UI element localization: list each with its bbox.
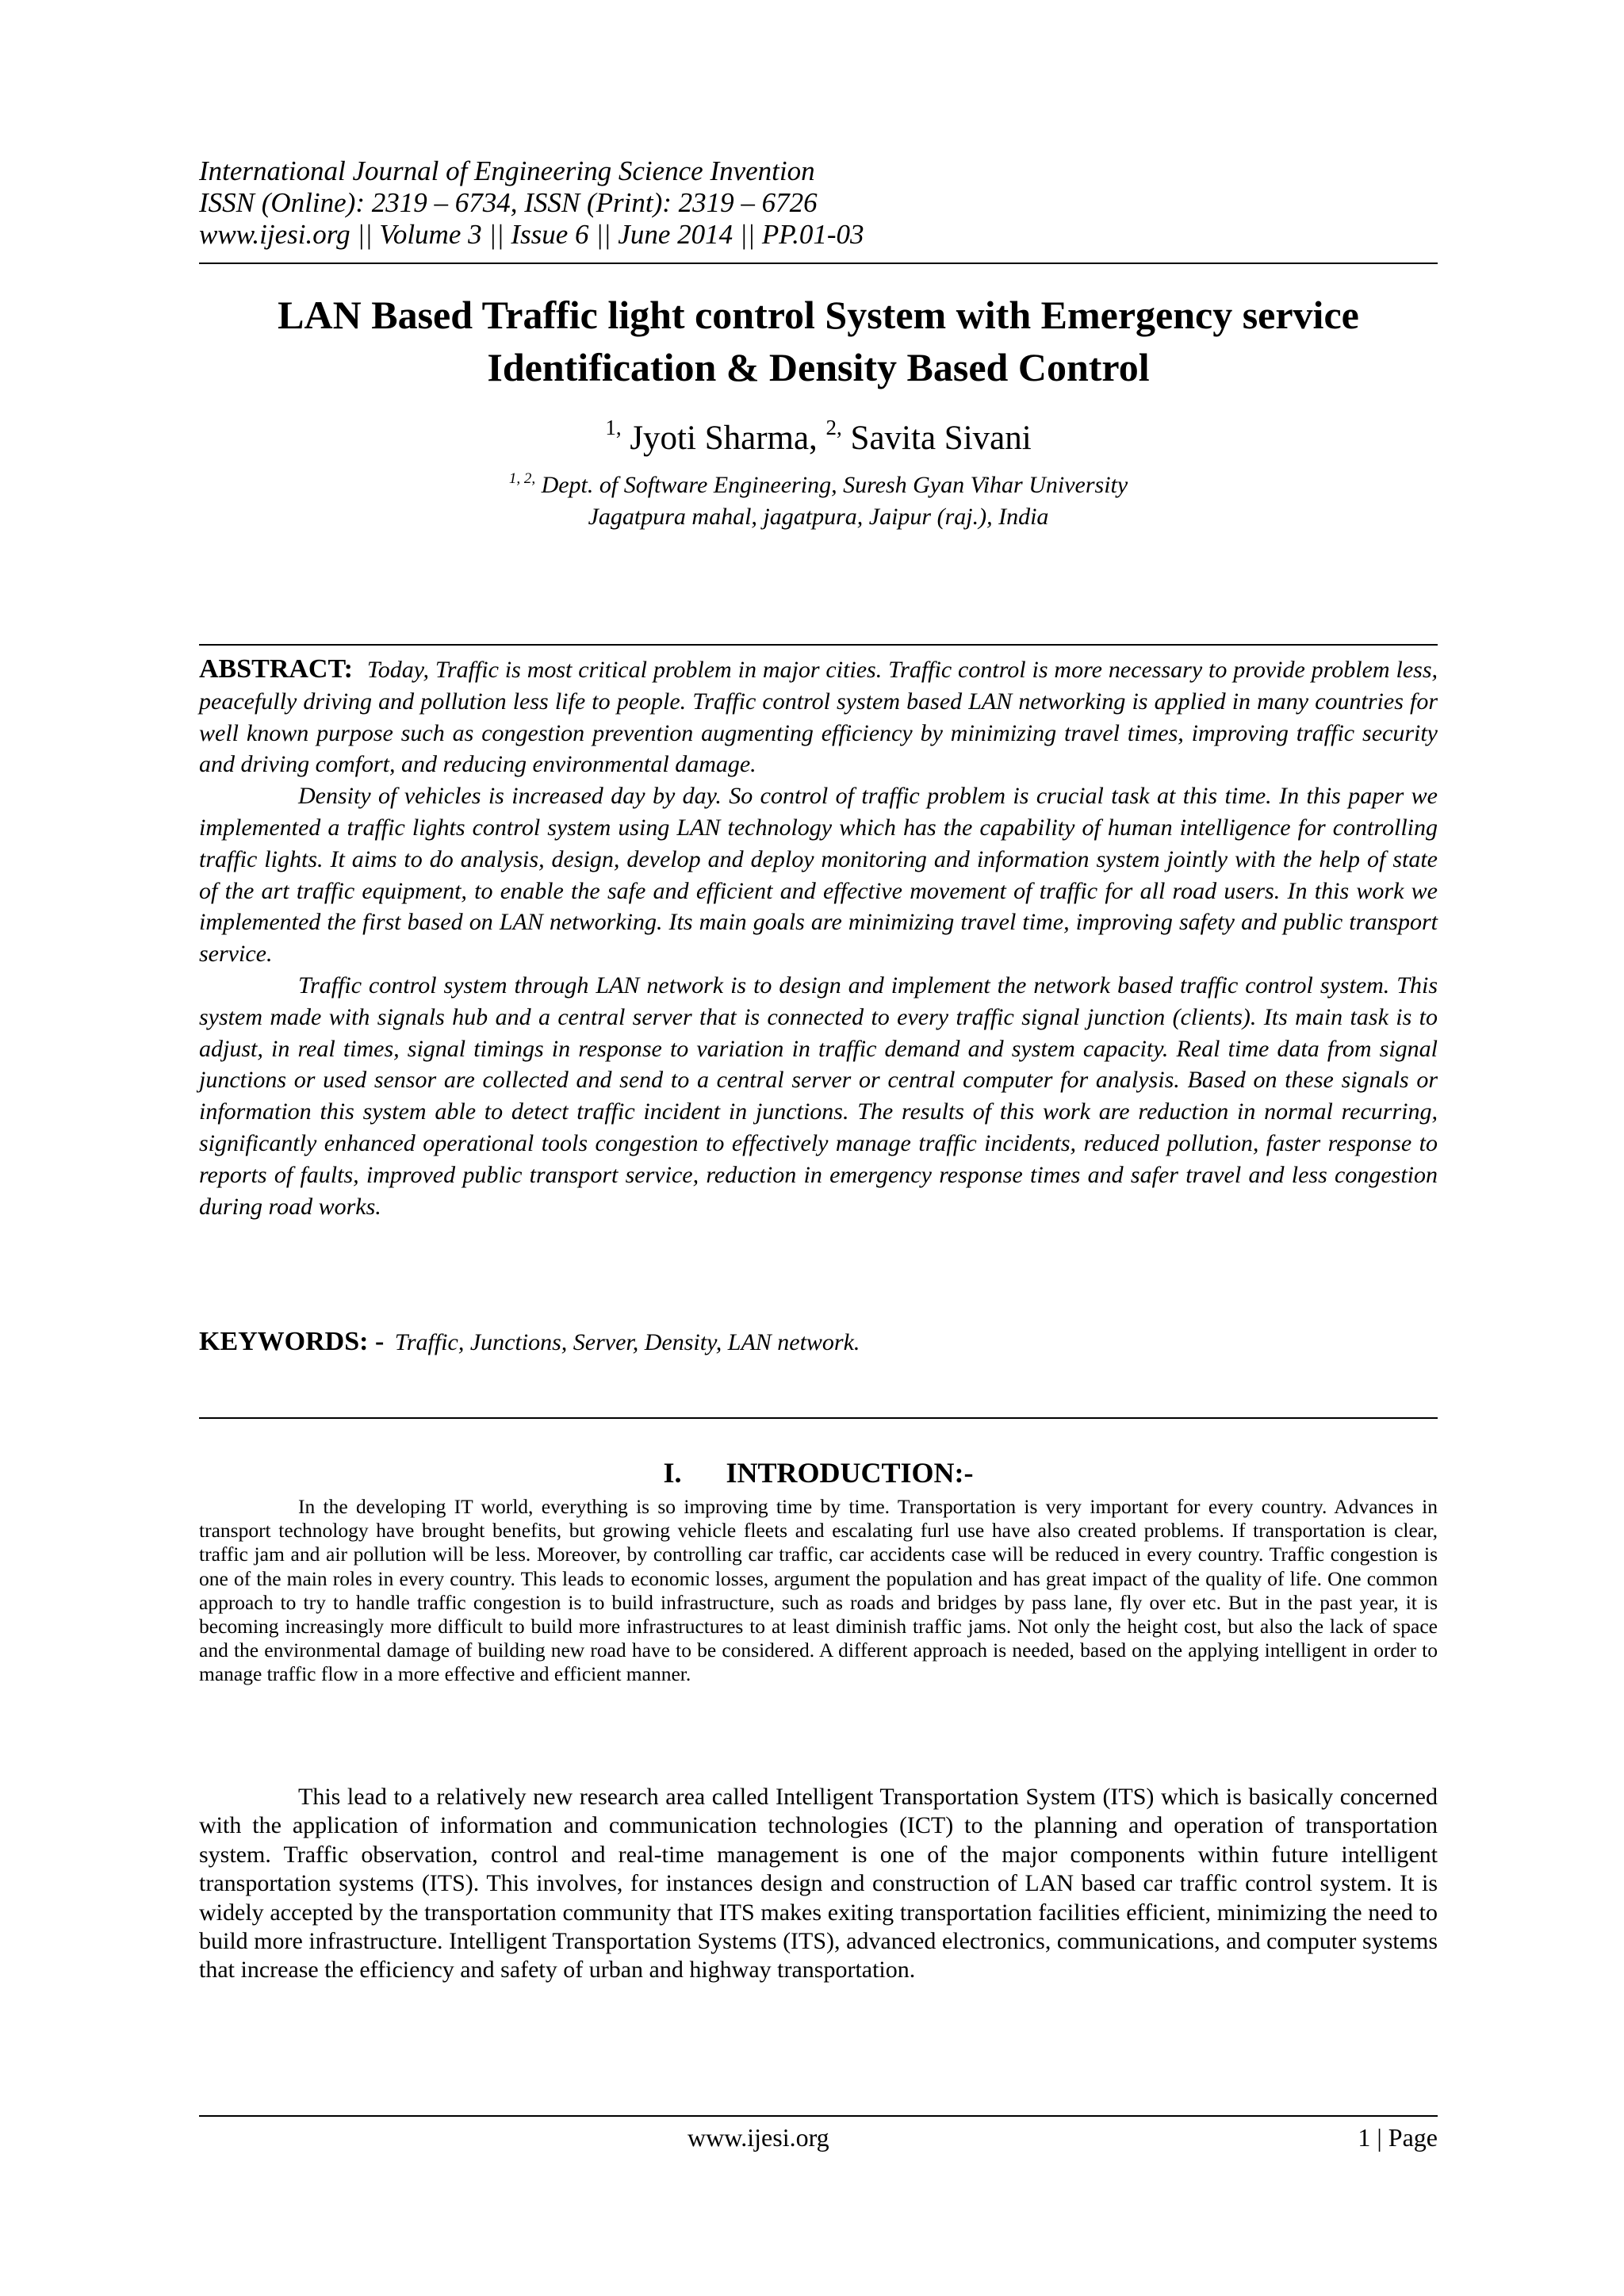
section-title: INTRODUCTION:- bbox=[726, 1457, 974, 1489]
journal-volume: www.ijesi.org || Volume 3 || Issue 6 || June 2014 || PP.01-03 bbox=[199, 219, 864, 250]
journal-header bbox=[199, 155, 1438, 251]
abstract-label: ABSTRACT: bbox=[199, 654, 353, 684]
abstract-bottom-rule bbox=[199, 1417, 1438, 1419]
abstract-paragraph-2: Density of vehicles is increased day by day. So control of traffic problem is crucial task at this time. In this paper we implemented a traffic lights control system using LAN technology which has the capability of human intelligence for controlling traffic lights. It aims to do analysis, design, develop and deploy monitoring and information system jointly with the help of state of the art traffic equipment, to enable the safe and efficient and effective movement of traffic for all road users. In this work we implemented the first based on LAN networking. Its main goals are minimizing travel time, improving safety and public transport service. bbox=[199, 783, 1438, 968]
affiliation-superscript: 1, 2, bbox=[508, 470, 536, 487]
journal-name: International Journal of Engineering Science Invention bbox=[199, 155, 815, 186]
paper-title bbox=[199, 289, 1438, 393]
footer-url: www.ijesi.org bbox=[688, 2123, 829, 2152]
keywords-text: Traffic, Junctions, Server, Density, LAN network. bbox=[394, 1329, 860, 1355]
abstract-top-rule bbox=[199, 644, 1438, 646]
section-heading-introduction bbox=[199, 1455, 1438, 1490]
affiliation-line-1 bbox=[199, 470, 1438, 501]
affiliation-dept: Dept. of Software Engineering, Suresh Gyan Vihar University bbox=[541, 472, 1128, 498]
author1-name: Jyoti Sharma, bbox=[630, 420, 818, 457]
title-line-2: Identification & Density Based Control bbox=[487, 345, 1150, 389]
affiliation bbox=[199, 470, 1438, 533]
author-list bbox=[199, 418, 1438, 459]
section-number: I. bbox=[663, 1457, 682, 1489]
footer-page-number: 1 | Page bbox=[1358, 2123, 1438, 2152]
intro-paragraph-2: This lead to a relatively new research area called Intelligent Transportation System (ITS) which is basically concerned with the application of information and communication technologies (ICT) to the planning and operation of transportation system. Traffic observation, control and real-time management is one of the major components within future intelligent transportation systems (ITS). This involves, for instances design and construction of LAN based car traffic control system. It is widely accepted by the transportation community that ITS makes exiting transportation facilities efficient, minimizing the need to build more infrastructure. Intelligent Transportation Systems (ITS), advanced electronics, communications, and computer systems that increase the efficiency and safety of urban and highway transportation. bbox=[199, 1784, 1438, 1984]
header-rule bbox=[199, 263, 1438, 264]
abstract-text-1: Today, Traffic is most critical problem in major cities. Traffic control is more necessary to provide problem less, peacefully driving and pollution less life to people. Traffic control system based LAN networking is applied in many countries for well known purpose such as congestion prevention augmenting efficiency by minimizing travel times, improving traffic security and driving comfort, and reducing environmental damage. bbox=[199, 657, 1438, 778]
author2-superscript: 2, bbox=[825, 416, 842, 439]
abstract-paragraph-3: Traffic control system through LAN network is to design and implement the network based traffic control system. This system made with signals hub and a central server that is connected to every traffic signal junction (clients). Its main task is to adjust, in real times, signal timings in response to variation in traffic demand and system capacity. Real time data from signal junctions or used sensor are collected and send to a central server or central computer for analysis. Based on these signals or information this system able to detect traffic incident in junctions. The results of this work are reduction in normal recurring, significantly enhanced operational tools congestion to effectively manage traffic incidents, reduced pollution, faster response to reports of faults, improved public transport service, reduction in emergency response times and safer travel and less congestion during road works. bbox=[199, 972, 1438, 1220]
keywords bbox=[199, 1326, 1438, 1359]
intro-paragraph-1-block bbox=[199, 1495, 1438, 1687]
footer-rule bbox=[199, 2115, 1438, 2117]
author1-superscript: 1, bbox=[605, 416, 622, 439]
title-line-1: LAN Based Traffic light control System with Emergency service bbox=[278, 293, 1359, 337]
intro-paragraph-1: In the developing IT world, everything is so improving time by time. Transportation is very important for every country. Advances in transport technology have brought benefits, but growing vehicle fleets and escalating furl use have also created problems. If transportation is clear, traffic jam and air pollution will be less. Moreover, by controlling car traffic, car accidents case will be reduced in every country. Traffic congestion is one of the main roles in every country. This leads to economic losses, argument the population and has great impact of the quality of life. One common approach to try to handle traffic congestion is to build infrastructure, such as roads and bridges by pass lane, fly over etc. But in the past year, it is becoming increasingly more difficult to build more infrastructures to at least diminish traffic jams. Not only the height cost, but also the lack of space and the environmental damage of building new road have to be considered. A different approach is needed, based on the applying intelligent in order to manage traffic flow in a more effective and efficient manner. bbox=[199, 1495, 1438, 1686]
keywords-label: KEYWORDS: - bbox=[199, 1327, 385, 1356]
journal-issn: ISSN (Online): 2319 – 6734, ISSN (Print): 2319 – 6726 bbox=[199, 187, 818, 218]
affiliation-line-2: Jagatpura mahal, jagatpura, Jaipur (raj.), India bbox=[588, 504, 1049, 530]
abstract-paragraph-1 bbox=[199, 654, 1438, 780]
author2-name: Savita Sivani bbox=[850, 420, 1032, 457]
abstract bbox=[199, 654, 1438, 1222]
intro-paragraph-2-block bbox=[199, 1783, 1438, 1985]
